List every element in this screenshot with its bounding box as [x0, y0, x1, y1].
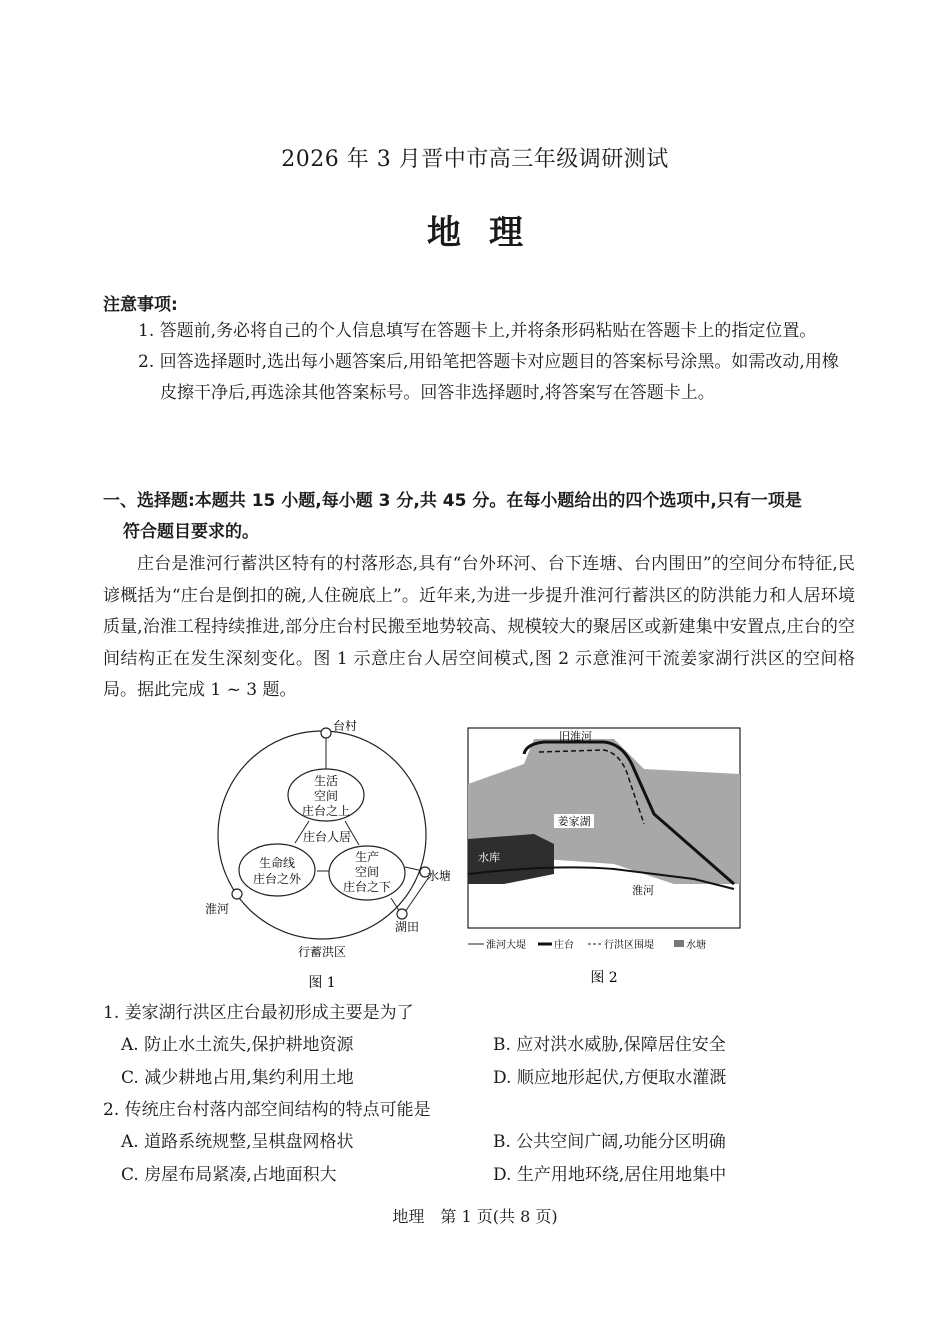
ellipse-top-line2: 空间	[313, 789, 339, 803]
option-d: D. 顺应地形起伏,方便取水灌溉	[493, 1068, 727, 1088]
figure-1	[195, 717, 450, 995]
figure-2-map	[464, 724, 744, 989]
section-heading-line1: 一、选择题:本题共 15 小题,每小题 3 分,共 45 分。在每小题给出的四个选项中,只有一项是	[103, 491, 802, 511]
question-options	[103, 1029, 855, 1095]
option-a: A. 道路系统规整,呈棋盘网格状	[121, 1132, 354, 1152]
node-label-right: 水塘	[427, 869, 450, 883]
outer-label: 行蓄洪区	[297, 945, 347, 959]
section-heading-line2: 符合题目要求的。	[123, 522, 259, 542]
exam-title: 2026 年 3 月晋中市高三年级调研测试	[281, 147, 669, 172]
node-label-top: 台村	[333, 719, 358, 733]
node-label-bottom-right: 湖田	[395, 920, 420, 934]
figure-2-caption: 图 2	[590, 970, 618, 986]
notice-item: 1. 答题前,务必将自己的个人信息填写在答题卡上,并将条形码粘贴在答题卡上的指定位置。	[138, 321, 817, 341]
ellipse-top-line3: 庄台之上	[301, 804, 351, 818]
ellipse-right-line2: 空间	[354, 865, 380, 879]
question-2	[103, 1094, 855, 1192]
map-label-river: 淮河	[632, 884, 654, 897]
question-stem: 1. 姜家湖行洪区庄台最初形成主要是为了	[103, 1003, 414, 1023]
map-label-reservoir: 水库	[478, 851, 500, 864]
figure-1-caption: 图 1	[308, 975, 336, 991]
map-label-lake: 姜家湖	[557, 815, 591, 828]
notice-list	[103, 316, 853, 409]
question-1	[103, 997, 855, 1095]
question-stem: 2. 传统庄台村落内部空间结构的特点可能是	[103, 1100, 431, 1120]
figure-1-diagram	[195, 717, 450, 995]
ellipse-right-line1: 生产	[354, 850, 380, 864]
ellipse-right-line3: 庄台之下	[342, 880, 392, 894]
page-footer: 地理 第 1 页(共 8 页)	[392, 1207, 558, 1226]
legend-label: 水塘	[686, 940, 706, 951]
map-label-old-river: 旧淮河	[559, 730, 592, 743]
option-c: C. 房屋布局紧凑,占地面积大	[121, 1165, 337, 1185]
ellipse-left-line2: 庄台之外	[252, 872, 302, 886]
legend-label: 庄台	[554, 940, 574, 951]
notice-heading: 注意事项:	[103, 295, 178, 315]
option-b: B. 公共空间广阔,功能分区明确	[493, 1132, 726, 1152]
subject-title: 地理	[427, 213, 551, 253]
legend-label: 淮河大堤	[486, 940, 526, 951]
option-d: D. 生产用地环绕,居住用地集中	[493, 1165, 727, 1185]
legend-label: 行洪区围堤	[604, 940, 654, 951]
notice-item: 2. 回答选择题时,选出每小题答案后,用铅笔把答题卡对应题目的答案标号涂黑。如需改动,用橡皮擦干净后,再选涂其他答案标号。回答非选择题时,将答案写在答题卡上。	[138, 352, 839, 403]
question-options	[103, 1126, 855, 1192]
figure-2-legend	[468, 938, 706, 951]
node-label-left: 淮河	[205, 902, 230, 916]
passage-text: 庄台是淮河行蓄洪区特有的村落形态,具有“台外环河、台下连塘、台内围田”的空间分布特征,民谚概括为“庄台是倒扣的碗,人住碗底上”。近年来,为进一步提升淮河行蓄洪区的防洪能力和人居环境质量,治淮工程持续推进,部分庄台村民搬至地势较高、规模较大的聚居区或新建集中安置点,庄台的空间结构正在发生深刻变化。图 1 示意庄台人居空间模式,图 2 示意淮河干流姜家湖行洪区的空间格局。据此完成 1 ~ 3 题。	[103, 554, 855, 700]
option-a: A. 防止水土流失,保护耕地资源	[121, 1035, 354, 1055]
center-label: 庄台人居	[302, 830, 352, 844]
ellipse-top-line1: 生活	[313, 774, 339, 788]
option-c: C. 减少耕地占用,集约利用土地	[121, 1068, 354, 1088]
ellipse-left-line1: 生命线	[258, 856, 296, 870]
section-heading	[103, 486, 855, 548]
figure-2	[464, 724, 744, 989]
option-b: B. 应对洪水威胁,保障居住安全	[493, 1035, 726, 1055]
